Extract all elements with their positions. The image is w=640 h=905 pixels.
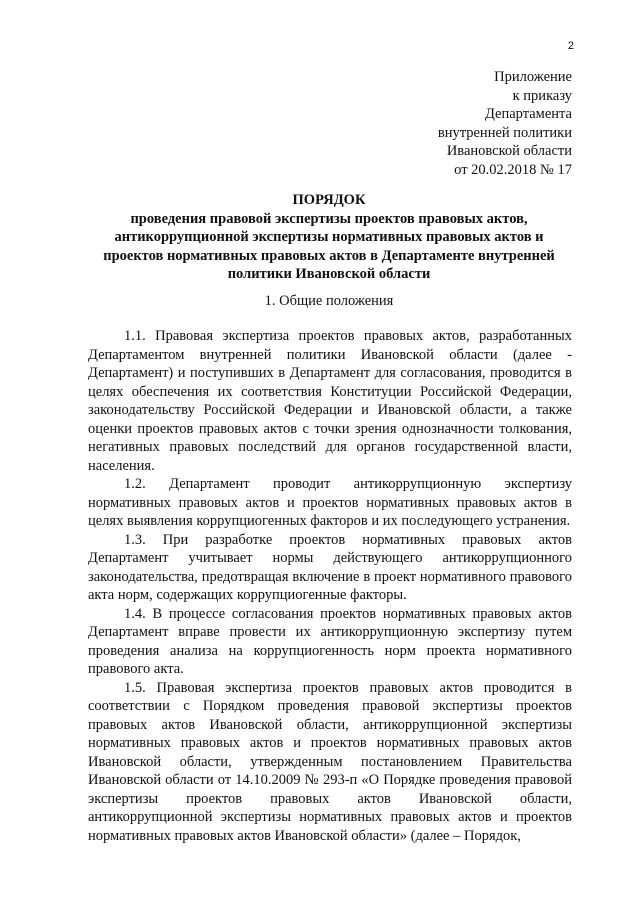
section-heading: 1. Общие положения <box>264 293 394 309</box>
title-subtitle: проведения правовой экспертизы проектов правовых актов, антикоррупционной экспертизы нормативных правовых актов и проектов нормативных правовых актов в Департаменте внутренней политики Ивановской области <box>103 210 555 282</box>
body-text <box>88 327 572 845</box>
appendix-line: Департамента <box>484 106 572 122</box>
page-number: 2 <box>567 40 574 52</box>
appendix-line: внутренней политики <box>437 124 572 141</box>
paragraph-1-3: 1.3. При разработке проектов нормативных правовых актов Департамент учитывает нормы действующего антикоррупционного законодательства, предотвращая включение в проект нормативного правового акта норм, содержащих коррупциогенные факторы. <box>88 531 572 603</box>
document-title <box>88 191 570 284</box>
appendix-line: Приложение <box>494 69 572 85</box>
appendix-line: к приказу <box>512 87 572 104</box>
paragraph-1-5: 1.5. Правовая экспертиза проектов правовых актов проводится в соответствии с Порядком проведения правовой экспертизы проектов правовых актов Ивановской области, антикоррупционной экспертизы нормативных правовых актов и проектов нормативных правовых актов Ивановской области, утвержденным постановлением Правительства Ивановской области от 14.10.2009 № 293-п «О Порядке проведения правовой экспертизы проектов правовых актов Ивановской области, антикоррупционной экспертизы нормативных правовых актов и проектов нормативных правовых актов Ивановской области» (далее – Порядок, <box>88 679 572 844</box>
title-main: ПОРЯДОК <box>292 192 366 208</box>
appendix-line: от 20.02.2018 № 17 <box>454 161 572 178</box>
appendix-block <box>438 68 572 179</box>
paragraph-1-1: 1.1. Правовая экспертиза проектов правовых актов, разработанных Департаментом внутренней политики Ивановской области (далее - Департамент) и поступивших в Департамент для согласования, проводится в целях обеспечения их соответствия Конституции Российской Федерации, законодательству Российской Федерации и Ивановской области, а также оценки проектов правовых актов с точки зрения однозначности толкования, негативных правовых последствий для органов государственной власти, населения. <box>88 328 572 474</box>
paragraph-1-2: 1.2. Департамент проводит антикоррупционную экспертизу нормативных правовых актов и проектов нормативных правовых актов в целях выявления коррупциогенных факторов и их последующего устранения. <box>88 476 572 529</box>
appendix-line: Ивановской области <box>446 143 572 159</box>
paragraph-1-4: 1.4. В процессе согласования проектов нормативных правовых актов Департамент вправе провести их антикоррупционную экспертизу путем проведения анализа на коррупциогенность норм проекта нормативного правового акта. <box>88 605 572 677</box>
